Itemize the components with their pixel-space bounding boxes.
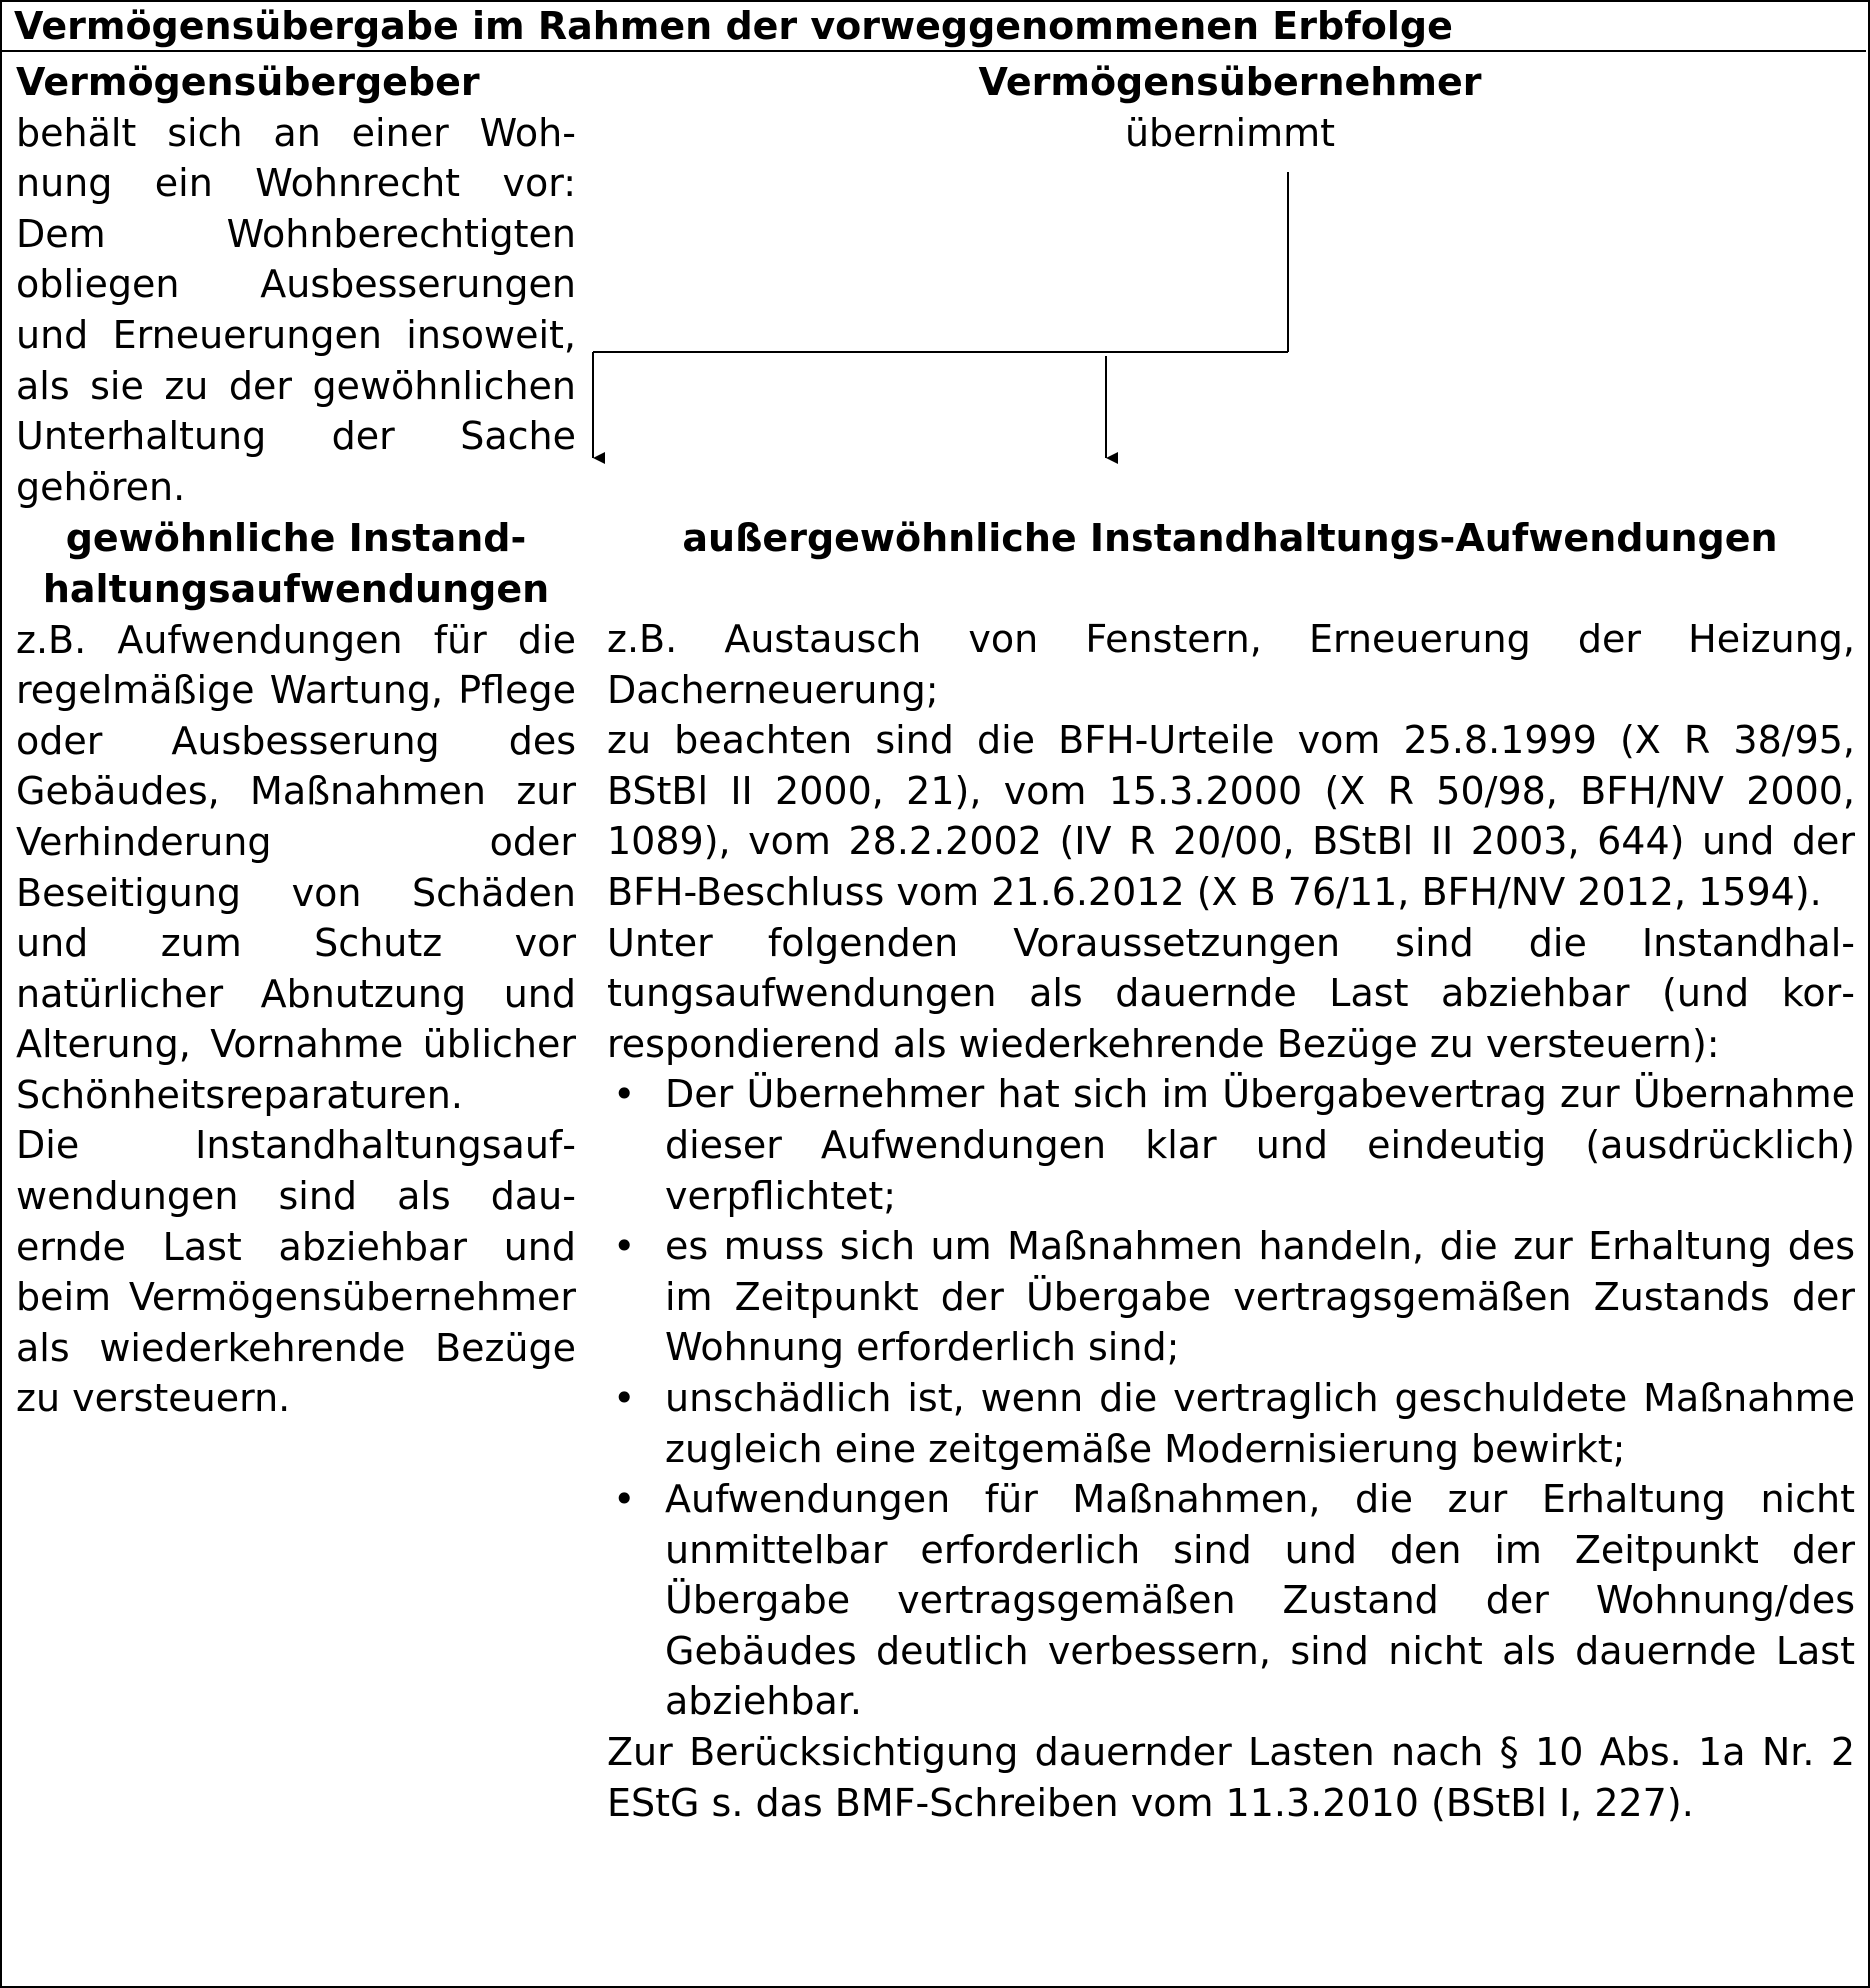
condition-item — [607, 1373, 1855, 1474]
bullet-icon: • — [613, 1072, 636, 1117]
conditions-intro: Unter folgenden Voraussetzungen sind die Instandhaltungsaufwendungen als dauernde Last abziehbar (und korrespondierend als wiederkehrende Bezüge zu versteuern): — [607, 920, 1855, 1066]
ordinary-heading: gewöhnliche Instandhaltungsaufwendungen — [42, 516, 550, 611]
condition-text: es muss sich um Maßnahmen handeln, die zur Erhaltung des im Zeitpunkt der Übergabe vertragsgemäßen Zustands der Wohnung erforderlich sind; — [665, 1224, 1855, 1370]
ordinary-conclusion: Die Instandhaltungsaufwendungen sind als dauernde Last abziehbar und beim Vermögensübernehmer als wiederkehrende Bezüge zu versteuern. — [16, 1123, 576, 1421]
condition-item — [607, 1221, 1855, 1373]
giver-text: behält sich an einer Wohnung ein Wohnrecht vor: Dem Wohnberechtigten obliegen Ausbesserungen und Erneuerungen insoweit, als sie zu der gewöhnlichen Unterhaltung der Sache gehören. — [16, 110, 576, 509]
condition-item — [607, 1069, 1855, 1221]
conditions-list — [607, 1069, 1855, 1727]
left-column — [16, 57, 576, 1424]
giver-heading: Vermögensübergeber — [16, 60, 480, 104]
extraordinary-heading: außergewöhnliche Instandhaltungs-Aufwendungen — [682, 516, 1778, 560]
bullet-icon: • — [613, 1477, 636, 1522]
condition-text: Der Übernehmer hat sich im Übergabevertrag zur Übernahme dieser Aufwendungen klar und eindeutig (ausdrücklich) verpflichtet; — [665, 1072, 1855, 1218]
receiver-block — [585, 57, 1870, 158]
document-title: Vermögensübergabe im Rahmen der vorweggenommenen Erbfolge — [0, 0, 1866, 52]
right-column — [607, 614, 1855, 1828]
bullet-icon: • — [613, 1224, 636, 1269]
condition-item — [607, 1474, 1855, 1727]
receiver-subtext: übernimmt — [1124, 110, 1336, 155]
condition-text: Aufwendungen für Maßnahmen, die zur Erhaltung nicht unmittelbar erforderlich sind und den im Zeitpunkt der Übergabe vertragsgemäßen Zustand der Wohnung/des Gebäudes deutlich verbessern, sind nicht als dauernde Last abziehbar. — [665, 1477, 1855, 1724]
bullet-icon: • — [613, 1375, 636, 1420]
ordinary-examples: z.B. Aufwendungen für die regelmäßige Wartung, Pflege oder Ausbesserung des Gebäudes, Maßnahmen zur Verhinderung oder Beseitigung von Schäden und zum Schutz vor natürlicher Abnutzung und Alterung, Vornahme üblicher Schönheitsreparaturen. — [16, 617, 576, 1117]
extraordinary-case-law: zu beachten sind die BFH-Urteile vom 25.8.1999 (X R 38/95, BStBl II 2000, 21), vom 15.3.2000 (X R 50/98, BFH/NV 2000, 1089), vom 28.2.2002 (IV R 20/00, BStBl II 2003, 644) und der BFH-Beschluss vom 21.6.2012 (X B 76/11, BFH/NV 2012, 1594). — [607, 718, 1855, 914]
condition-text: unschädlich ist, wenn die vertraglich geschuldete Maßnahme zugleich eine zeitgemäße Modernisierung bewirkt; — [665, 1375, 1855, 1471]
extraordinary-examples: z.B. Austausch von Fenstern, Erneuerung der Heizung, Dacherneuerung; — [607, 617, 1855, 712]
bmf-reference: Zur Berücksichtigung dauernder Lasten nach § 10 Abs. 1a Nr. 2 EStG s. das BMF-Schreiben vom 11.3.2010 (BStBl I, 227). — [607, 1730, 1855, 1825]
receiver-heading: Vermögensübernehmer — [978, 60, 1482, 104]
